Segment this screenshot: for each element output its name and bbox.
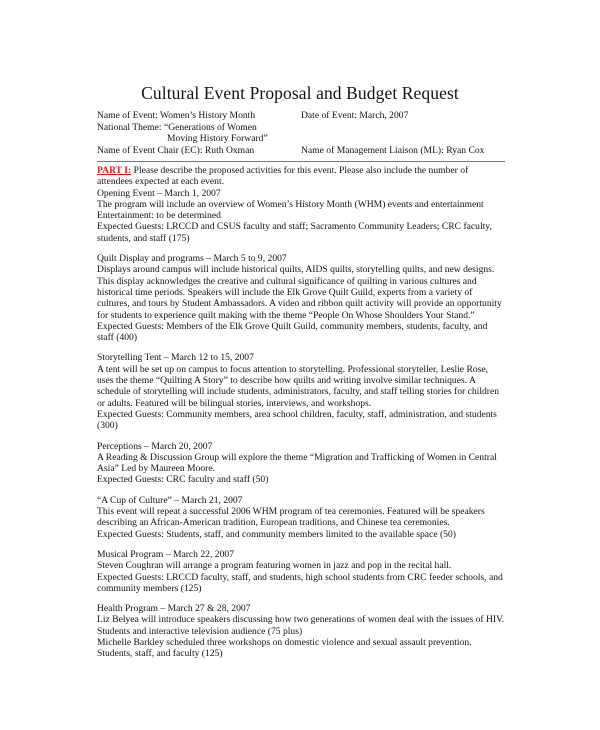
national-theme-line-2: Moving History Forward”: [167, 133, 268, 145]
event-heading: Storytelling Tent – March 12 to 15, 2007: [97, 352, 254, 364]
event-line: Michelle Barkley scheduled three workshops on domestic violence and sexual assault prevention.: [97, 636, 472, 648]
event-line: A Reading & Discussion Group will explore the theme “Migration and Trafficking of Women in Central Asia” Led by Maureen Moore.: [97, 451, 497, 475]
event-block: [97, 603, 505, 659]
event-line: Expected Guests: Students, staff, and community members limited to the available space (50): [97, 528, 456, 540]
event-line: Expected Guests: Community members, area school children, faculty, staff, administration, and students (300): [97, 408, 497, 432]
page-title: Cultural Event Proposal and Budget Request: [141, 83, 459, 103]
name-of-event: Name of Event: Women’s History Month: [97, 110, 256, 121]
event-block: [97, 188, 505, 244]
event-spacer: [97, 486, 505, 495]
event-line: Expected Guests: Members of the Elk Grove Quilt Guild, community members, students, faculty, and staff (400): [97, 320, 488, 344]
event-line: Displays around campus will include historical quilts, AIDS quilts, storytelling quilts, and new designs. This display acknowledges the creative and cultural significance of quilting in various cultures and historical time periods. Speakers will include the Elk Grove Quilt Guild, experts from a variety of cultures, and tours by Student Ambassadors. A video and ribbon quilt activity will provide an opportunity for students to experience quilt making with the theme “People On Whose Shoulders Your Stand.”: [97, 264, 502, 321]
event-line: Liz Belyea will introduce speakers discussing how two generations of women deal with the issues of HIV.: [97, 614, 505, 626]
event-spacer: [97, 432, 505, 441]
document-body: [97, 165, 505, 660]
header-row-3: [97, 145, 505, 157]
part1-label: PART I:: [97, 165, 132, 176]
date-of-event: Date of Event: March, 2007: [301, 110, 409, 121]
event-line: A tent will be set up on campus to focus attention to storytelling. Professional storyteller, Leslie Rose, uses the theme “Quilting A Story” to describe how quilts and writing involve similar techniques. A schedule of storytelling will include students, administrators, faculty, and staff telling stories for children or adults. Featured will be bilingual stories, interviews, and workshops.: [97, 363, 500, 409]
event-spacer: [97, 244, 505, 253]
event-heading: Opening Event – March 1, 2007: [97, 187, 221, 199]
event-line: Expected Guests: LRCCD faculty, staff, and students, high school students from CRC feeder schools, and community members (125): [97, 571, 503, 594]
event-heading: Health Program – March 27 & 28, 2007: [97, 603, 251, 615]
event-block: [97, 495, 505, 540]
management-liaison: Name of Management Liaison (ML): Ryan Cox: [301, 144, 485, 156]
event-line: Students, staff, and faculty (125): [97, 648, 223, 660]
event-line: Expected Guests: CRC faculty and staff (50): [97, 474, 269, 486]
event-block: [97, 441, 505, 486]
event-line: Expected Guests: LRCCD and CSUS faculty and staff; Sacramento Community Leaders; CRC faculty, students, and staff (175): [97, 221, 492, 244]
event-heading: Musical Program – March 22, 2007: [97, 548, 234, 560]
event-block: [97, 352, 505, 431]
event-heading: Perceptions – March 20, 2007: [97, 440, 213, 452]
event-spacer: [97, 540, 505, 549]
event-line: Steven Coughran will arrange a program featuring women in jazz and pop in the recital hall.: [97, 560, 452, 572]
header-row-1: [97, 110, 505, 122]
event-spacer: [97, 594, 505, 603]
event-spacer: [97, 343, 505, 352]
event-line: Entertainment: to be determined: [97, 210, 221, 222]
event-block: [97, 549, 505, 594]
event-line: The program will include an overview of Women’s History Month (WHM) events and entertainment: [97, 198, 484, 210]
part1-text: Please describe the proposed activities for this event. Please also include the number of attendees expected at each event.: [97, 165, 469, 188]
event-block: [97, 253, 505, 343]
national-theme-line-1: National Theme: “Generations of Women: [97, 121, 257, 133]
event-chair: Name of Event Chair (EC): Ruth Oxman: [97, 144, 255, 156]
event-heading: “A Cup of Culture” – March 21, 2007: [97, 494, 243, 506]
event-heading: Quilt Display and programs – March 5 to 9, 2007: [97, 253, 287, 265]
event-list: [97, 188, 505, 660]
event-header: [97, 110, 505, 156]
event-line: This event will repeat a successful 2006 WHM program of tea ceremonies. Featured will be speakers describing an African-American tradition, European traditions, and Chinese tea ceremonies.: [97, 506, 485, 529]
event-line: Students and interactive television audience (75 plus): [97, 625, 303, 637]
divider-rule: [97, 161, 505, 162]
part1-instruction: [97, 165, 505, 188]
